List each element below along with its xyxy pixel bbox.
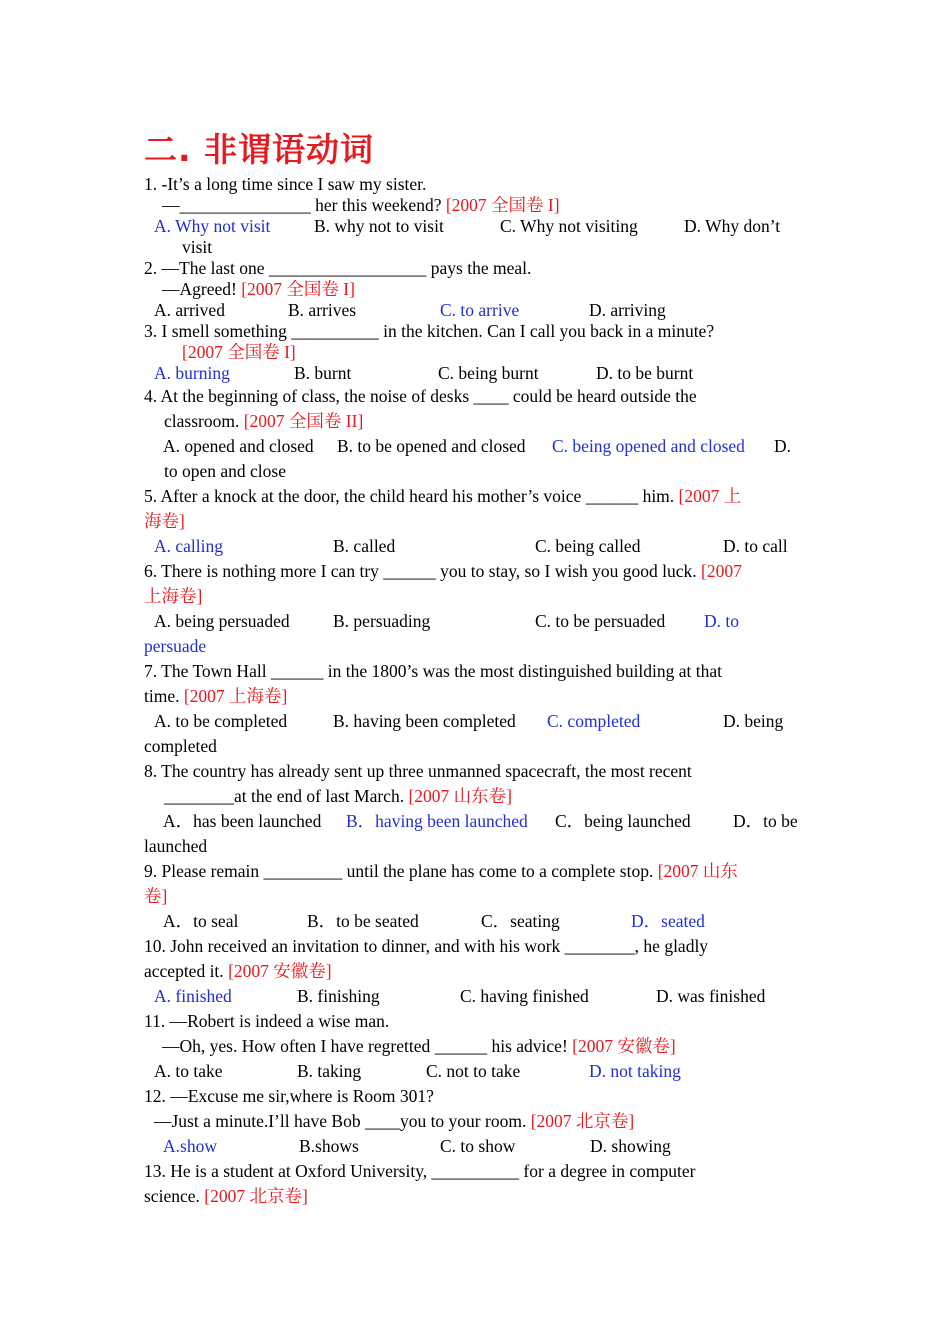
question-5 (144, 484, 809, 559)
option-c: C. Why not visiting (500, 216, 638, 236)
option-a: A. arrived (154, 300, 225, 320)
question-7 (144, 659, 809, 759)
option-d: D. (774, 436, 792, 456)
source-tag-continued: 上海卷] (144, 586, 203, 606)
option-c: C. completed (547, 711, 641, 731)
option-d: D. was finished (656, 986, 766, 1006)
question-stem: 9. Please remain _________ until the plane has come to a complete stop. (144, 861, 654, 881)
source-tag-continued: 卷] (144, 886, 168, 906)
question-line: accepted it. (144, 961, 224, 981)
question-line: —Agreed! (162, 279, 237, 299)
option-d-continued: visit (182, 237, 213, 257)
option-d: D. not taking (589, 1061, 681, 1081)
option-b: B．to be seated (307, 911, 419, 931)
option-d: D. showing (590, 1136, 671, 1156)
question-line: ________at the end of last March. (164, 786, 405, 806)
question-line: classroom. (164, 411, 240, 431)
source-tag: [2007 (701, 561, 742, 581)
question-10 (144, 934, 809, 1009)
option-d: D. to be burnt (596, 363, 694, 383)
question-2 (144, 258, 809, 321)
source-tag: [2007 上海卷] (183, 686, 288, 706)
option-b: B. called (333, 536, 396, 556)
question-line: —Oh, yes. How often I have regretted ______ his advice! (162, 1036, 568, 1056)
source-tag: [2007 山东 (657, 861, 738, 881)
option-b: B. taking (297, 1061, 362, 1081)
source-tag: [2007 上 (678, 486, 742, 506)
option-c: C. being opened and closed (552, 436, 745, 456)
document-page (144, 126, 809, 1209)
option-b: B. why not to visit (314, 216, 444, 236)
option-c: C. being called (535, 536, 641, 556)
question-stem: 4. At the beginning of class, the noise of desks ____ could be heard outside the (144, 386, 697, 406)
question-13 (144, 1159, 809, 1209)
option-a: A. Why not visit (154, 216, 271, 236)
question-line: time. (144, 686, 180, 706)
source-tag: [2007 全国卷 II] (243, 411, 364, 431)
source-tag: [2007 全国卷 I] (445, 195, 560, 215)
question-stem: 8. The country has already sent up three unmanned spacecraft, the most recent (144, 761, 692, 781)
section-title: 二. 非谓语动词 (144, 130, 375, 169)
question-line: —_______________ her this weekend? (162, 195, 442, 215)
option-b: B. arrives (288, 300, 357, 320)
option-b: B. finishing (297, 986, 380, 1006)
option-d-continued: launched (144, 836, 208, 856)
question-stem: 1. -It’s a long time since I saw my sister. (144, 174, 427, 194)
option-b: B. burnt (294, 363, 352, 383)
option-a: A. to take (154, 1061, 223, 1081)
option-a: A. being persuaded (154, 611, 290, 631)
option-c: C. to arrive (440, 300, 520, 320)
source-tag: [2007 安徽卷] (572, 1036, 676, 1056)
question-stem: 11. —Robert is indeed a wise man. (144, 1011, 390, 1031)
question-stem: 3. I smell something __________ in the kitchen. Can I call you back in a minute? (144, 321, 715, 341)
option-b: B．having been launched (346, 811, 528, 831)
option-b: B. persuading (333, 611, 431, 631)
option-d: D. to call (723, 536, 788, 556)
option-c: C．seating (481, 911, 560, 931)
option-d: D．to be (733, 811, 798, 831)
question-11 (144, 1009, 809, 1084)
question-6 (144, 559, 809, 659)
option-a: A. burning (154, 363, 230, 383)
option-c: C. having finished (460, 986, 589, 1006)
option-c: C. being burnt (438, 363, 539, 383)
option-a: A．has been launched (163, 811, 322, 831)
source-tag: [2007 山东卷] (408, 786, 512, 806)
option-d-continued: to open and close (164, 461, 286, 481)
question-stem: 2. —The last one __________________ pays the meal. (144, 258, 532, 278)
question-8 (144, 759, 809, 859)
option-a: A. finished (154, 986, 232, 1006)
question-3 (144, 321, 809, 384)
question-stem: 12. —Excuse me sir,where is Room 301? (144, 1086, 434, 1106)
source-tag: [2007 全国卷 I] (182, 342, 296, 362)
option-d: D．seated (631, 911, 705, 931)
option-c: C. to show (440, 1136, 516, 1156)
source-tag: [2007 北京卷] (204, 1186, 308, 1206)
option-b: B.shows (299, 1136, 359, 1156)
option-a: A. opened and closed (163, 436, 314, 456)
option-d-continued: completed (144, 736, 217, 756)
source-tag-continued: 海卷] (144, 511, 185, 531)
question-stem: 10. John received an invitation to dinner, and with his work ________, he gladly (144, 936, 709, 956)
question-12 (144, 1084, 809, 1159)
option-d-continued: persuade (144, 636, 207, 656)
option-b: B. having been completed (333, 711, 516, 731)
question-1 (144, 174, 809, 258)
option-d: D. arriving (589, 300, 666, 320)
option-a: A. to be completed (154, 711, 288, 731)
question-line: science. (144, 1186, 200, 1206)
option-a: A．to seal (163, 911, 239, 931)
option-c: C. not to take (426, 1061, 521, 1081)
question-line: —Just a minute.I’ll have Bob ____you to your room. (154, 1111, 527, 1131)
option-d: D. Why don’t (684, 216, 781, 236)
option-a: A. calling (154, 536, 224, 556)
option-b: B. to be opened and closed (337, 436, 526, 456)
question-stem: 6. There is nothing more I can try ______ you to stay, so I wish you good luck. (144, 561, 697, 581)
question-stem: 7. The Town Hall ______ in the 1800’s was the most distinguished building at that (144, 661, 723, 681)
question-9 (144, 859, 809, 934)
question-stem: 5. After a knock at the door, the child heard his mother’s voice ______ him. (144, 486, 675, 506)
option-c: C. to be persuaded (535, 611, 666, 631)
option-d: D. being (723, 711, 784, 731)
option-d: D. to (704, 611, 739, 631)
source-tag: [2007 北京卷] (530, 1111, 635, 1131)
option-c: C．being launched (555, 811, 691, 831)
question-stem: 13. He is a student at Oxford University, __________ for a degree in computer (144, 1161, 696, 1181)
source-tag: [2007 全国卷 I] (241, 279, 355, 299)
question-4 (144, 384, 809, 484)
option-a: A.show (163, 1136, 217, 1156)
source-tag: [2007 安徽卷] (228, 961, 332, 981)
